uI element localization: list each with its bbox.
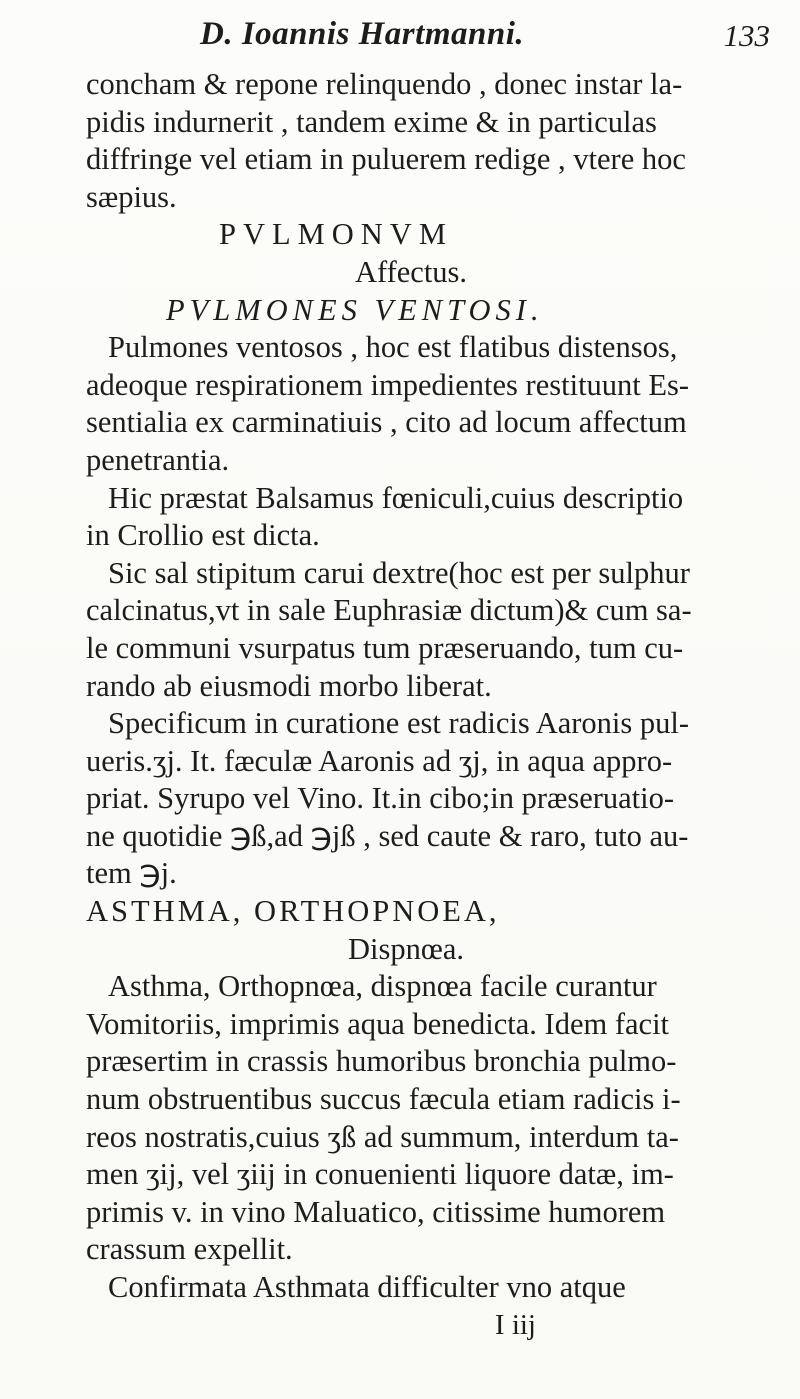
text-line: sæpius.	[86, 179, 177, 214]
text-line: adeoque respirationem impedientes restituunt Es-	[86, 367, 690, 402]
text-line: Vomitoriis, imprimis aqua benedicta. Idem facit	[86, 1006, 670, 1041]
section-heading: PVLMONVM	[219, 217, 453, 252]
text-line: ne quotidie ℈ß,ad ℈jß , sed caute & raro, tuto au-	[86, 818, 689, 853]
signature-mark: I iij	[494, 1308, 536, 1341]
text-line: Asthma, Orthopnœa, dispnœa facile curantur	[108, 969, 657, 1004]
page-header	[90, 14, 770, 54]
section-subheading: Dispnœa.	[347, 931, 465, 966]
text-line: præsertim in crassis humoribus bronchia pulmo-	[86, 1044, 677, 1079]
text-line: diffringe vel etiam in puluerem redige , vtere hoc	[86, 142, 686, 177]
text-line: num obstruentibus succus fæcula etiam radicis i-	[86, 1082, 681, 1117]
text-line: reos nostratis,cuius ʒß ad summum, interdum ta-	[86, 1119, 679, 1154]
section-heading: ASTHMA, ORTHOPNOEA,	[86, 894, 500, 929]
body-text	[86, 66, 776, 1344]
text-line: concham & repone relinquendo , donec instar la-	[86, 67, 683, 101]
text-line: Confirmata Asthmata difficulter vno atque	[108, 1270, 626, 1304]
running-head: D. Ioannis Hartmanni.	[200, 16, 525, 52]
text-line: Hic præstat Balsamus fœniculi,cuius descriptio	[108, 480, 684, 515]
text-line: Pulmones ventosos , hoc est flatibus distensos,	[108, 330, 678, 365]
text-line: pidis indurnerit , tandem exime & in particulas	[86, 104, 657, 139]
section-subheading: Affectus.	[354, 254, 468, 289]
text-line: calcinatus,vt in sale Euphrasiæ dictum)& cum sa-	[86, 593, 692, 628]
text-line: sentialia ex carminatiuis , cito ad locum affectum	[86, 405, 687, 440]
text-line: le communi vsurpatus tum præseruando, tum cu-	[86, 630, 684, 665]
text-line: ueris.ʒj. It. fæculæ Aaronis ad ʒj, in aqua appro-	[86, 743, 673, 778]
text-line: Sic sal stipitum carui dextre(hoc est per sulphur	[108, 555, 690, 590]
text-line: primis v. in vino Maluatico, citissime humorem	[86, 1194, 666, 1229]
text-line: priat. Syrupo vel Vino. It.in cibo;in præseruatio-	[86, 781, 675, 816]
text-line: in Crollio est dicta.	[86, 518, 320, 553]
text-line: crassum expellit.	[86, 1232, 293, 1267]
text-line: rando ab eiusmodi morbo liberat.	[86, 668, 492, 703]
chapter-heading: PVLMONES VENTOSI.	[166, 292, 544, 327]
text-line: men ʒij, vel ʒiij in conuenienti liquore datæ, im-	[86, 1157, 674, 1192]
text-line: Specificum in curatione est radicis Aaronis pul-	[108, 706, 690, 741]
page-number: 133	[723, 18, 770, 53]
text-line: penetrantia.	[86, 442, 230, 477]
text-line: tem ℈j.	[86, 856, 177, 891]
